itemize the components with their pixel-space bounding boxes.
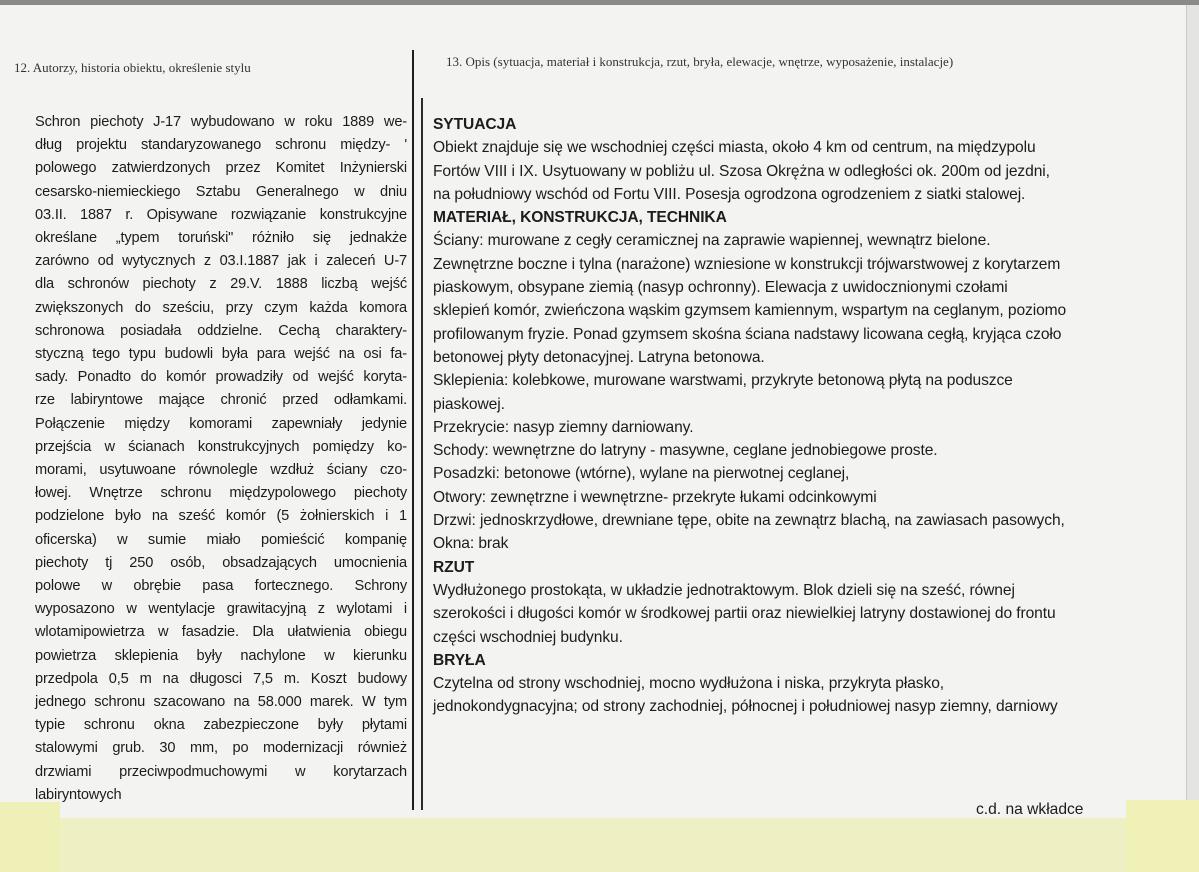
history-line: typie schronu okna zabezpieczone były płytami: [35, 717, 407, 734]
history-line: zarówno od wytycznych z 03.I.1887 jak i zaleceń U-7: [35, 253, 407, 270]
history-line: rze labiryntowe mające chronić przed odłamkami.: [35, 392, 407, 409]
right-column-header: 13. Opis (sytuacja, materiał i konstrukcja, rzut, bryła, elewacje, wnętrze, wyposażenie, instalacje): [446, 54, 954, 69]
history-line: polowe w obrębie pasa fortecznego. Schrony: [35, 578, 407, 595]
history-line: zwiększonych do sześciu, przy czym każda komora: [35, 299, 407, 316]
description-line: piaskowej.: [433, 395, 505, 413]
history-line: dla schronów piechoty z 29.V. 1888 liczbą wejść: [35, 276, 407, 293]
history-line: oficerska) w sumie miało pomieścić kompanię: [35, 531, 407, 548]
description-line: Posadzki: betonowe (wtórne), wylane na pierwotnej ceglanej,: [433, 465, 850, 483]
history-line: drzwiami przeciwpodmuchowymi w korytarzach: [35, 763, 407, 780]
description-line: profilowanym fryzie. Ponad gzymsem skośna ściana nadstawy licowana cegłą, kryjąca czoło: [433, 325, 1062, 343]
history-line: powietrza sklepienia były nachylone w kierunku: [35, 647, 407, 664]
history-text: [35, 111, 407, 807]
column-divider: [412, 50, 414, 810]
history-line: schronowa posiadała oddzielne. Cechą charaktery-: [35, 322, 407, 339]
description-line: na południowy wschód od Fortu VIII. Posesja ogrodzona ogrodzeniem z siatki stalowej.: [433, 185, 1026, 203]
description-line: jednokondygnacyjna; od strony zachodniej, północnej i południowej nasyp ziemny, darniowy: [433, 698, 1058, 716]
description-line: Ściany: murowane z cegły ceramicznej na zaprawie wapiennej, wewnątrz bielone.: [433, 232, 991, 250]
description-line: piaskowym, obsypane ziemią (nasyp ochronny). Elewacja z uwidocznionymi czołami: [433, 279, 1008, 297]
description-line: sklepień komór, zwieńczona wąskim gzymsem kamiennym, wspartym na ceglanym, poziomo: [433, 302, 1067, 320]
description-line: Schody: wewnętrzne do latryny - masywne, ceglane jednobiegowe proste.: [433, 442, 938, 460]
description-line: Zewnętrzne boczne i tylna (narażone) wzniesione w konstrukcji trójwarstwowej z korytarzem: [433, 255, 1061, 273]
history-line: Schron piechoty J-17 wybudowano w roku 1889 we-: [35, 114, 407, 130]
bottom-left-highlight: [0, 802, 60, 872]
history-line: 03.II. 1887 r. Opisywane rozwiązanie konstrukcyjne: [35, 206, 407, 223]
history-line: dług projektu standaryzowanego schronu między- ': [35, 137, 407, 154]
description-line: Drzwi: jednoskrzydłowe, drewniane tępe, obite na zewnątrz blachą, na zawiasach pasowych,: [433, 512, 1065, 530]
description-text: [433, 113, 1133, 719]
history-line: podzielone było na sześć komór (5 żołnierskich i 1: [35, 508, 407, 525]
description-line: Wydłużonego prostokąta, w układzie jednotraktowym. Blok dzieli się na sześć, równej: [433, 581, 1015, 599]
section-heading-rzut: RZUT: [433, 558, 475, 576]
history-line: łowej. Wnętrze schronu międzypolowego piechoty: [35, 485, 407, 502]
section-heading-sytuacja: SYTUACJA: [433, 116, 517, 133]
history-line: stalowymi grub. 30 mm, po modernizacji również: [35, 740, 407, 757]
history-line: labiryntowych: [35, 786, 122, 803]
history-line: styczną tego typu budowli była para wejść na osi fa-: [35, 346, 407, 363]
description-line: części wschodniej budynku.: [433, 628, 623, 646]
left-column-header: 12. Autorzy, historia obiektu, określenie stylu: [14, 60, 251, 75]
history-line: cesarsko-niemieckiego Sztabu Generalnego w dniu: [35, 183, 407, 200]
history-line: jednego schronu szacowano na 58.000 marek. W tym: [35, 694, 407, 711]
description-line: szerokości i długości komór w środkowej partii oraz niewielkiej latryny dostawionej do frontu: [433, 605, 1056, 623]
history-line: piechoty tj 250 osób, obsadzających umocnienia: [35, 554, 407, 571]
description-line: Obiekt znajduje się we wschodniej części miasta, około 4 km od centrum, na międzypolu: [433, 139, 1036, 157]
history-line: określane „typem toruński" różniło się jednakże: [35, 230, 407, 247]
description-line: betonowej płyty detonacyjnej. Latryna betonowa.: [433, 348, 765, 366]
history-line: przejścia w ścianach konstrukcyjnych pomiędzy ko-: [35, 438, 407, 455]
description-line: Otwory: zewnętrzne i wewnętrzne- przekryte łukami odcinkowymi: [433, 488, 877, 506]
scan-right-edge: [1186, 5, 1199, 805]
description-line: Przekrycie: nasyp ziemny darniowany.: [433, 418, 694, 436]
section-heading-material: MATERIAŁ, KONSTRUKCJA, TECHNIKA: [433, 209, 727, 227]
continuation-note: c.d. na wkładce: [976, 801, 1084, 818]
bottom-right-highlight: [1126, 800, 1199, 872]
history-line: Połączenie między komorami zapewniały jedynie: [35, 415, 407, 432]
column-divider-inner: [421, 98, 423, 810]
description-line: Okna: brak: [433, 535, 509, 553]
description-line: Czytelna od strony wschodniej, mocno wydłużona i niska, przykryta płasko,: [433, 675, 944, 693]
history-line: wyposazono w wentylacje grawitacyjną z wylotami i: [35, 601, 407, 618]
history-line: przedpola 0,5 m na długosci 7,5 m. Koszt budowy: [35, 670, 407, 687]
history-line: sady. Ponadto do komór prowadziły od wejść koryta-: [35, 369, 407, 386]
description-line: Fortów VIII i IX. Usytuowany w pobliżu ul. Szosa Okrężna w odległości ok. 200m od jezdni,: [433, 162, 1050, 180]
section-heading-bryla: BRYŁA: [433, 651, 486, 669]
history-line: polowego zatwierdzonych przez Komitet Inżynierski: [35, 160, 407, 177]
bottom-highlight-strip: [0, 818, 1199, 872]
scan-top-edge: [0, 0, 1199, 5]
history-line: wlotamipowietrza w fasadzie. Dla ułatwienia obiegu: [35, 624, 407, 641]
history-line: morami, usytuwoane równolegle wzdłuż ściany czo-: [35, 462, 407, 479]
description-line: Sklepienia: kolebkowe, murowane warstwami, przykryte betonową płytą na poduszce: [433, 372, 1013, 390]
